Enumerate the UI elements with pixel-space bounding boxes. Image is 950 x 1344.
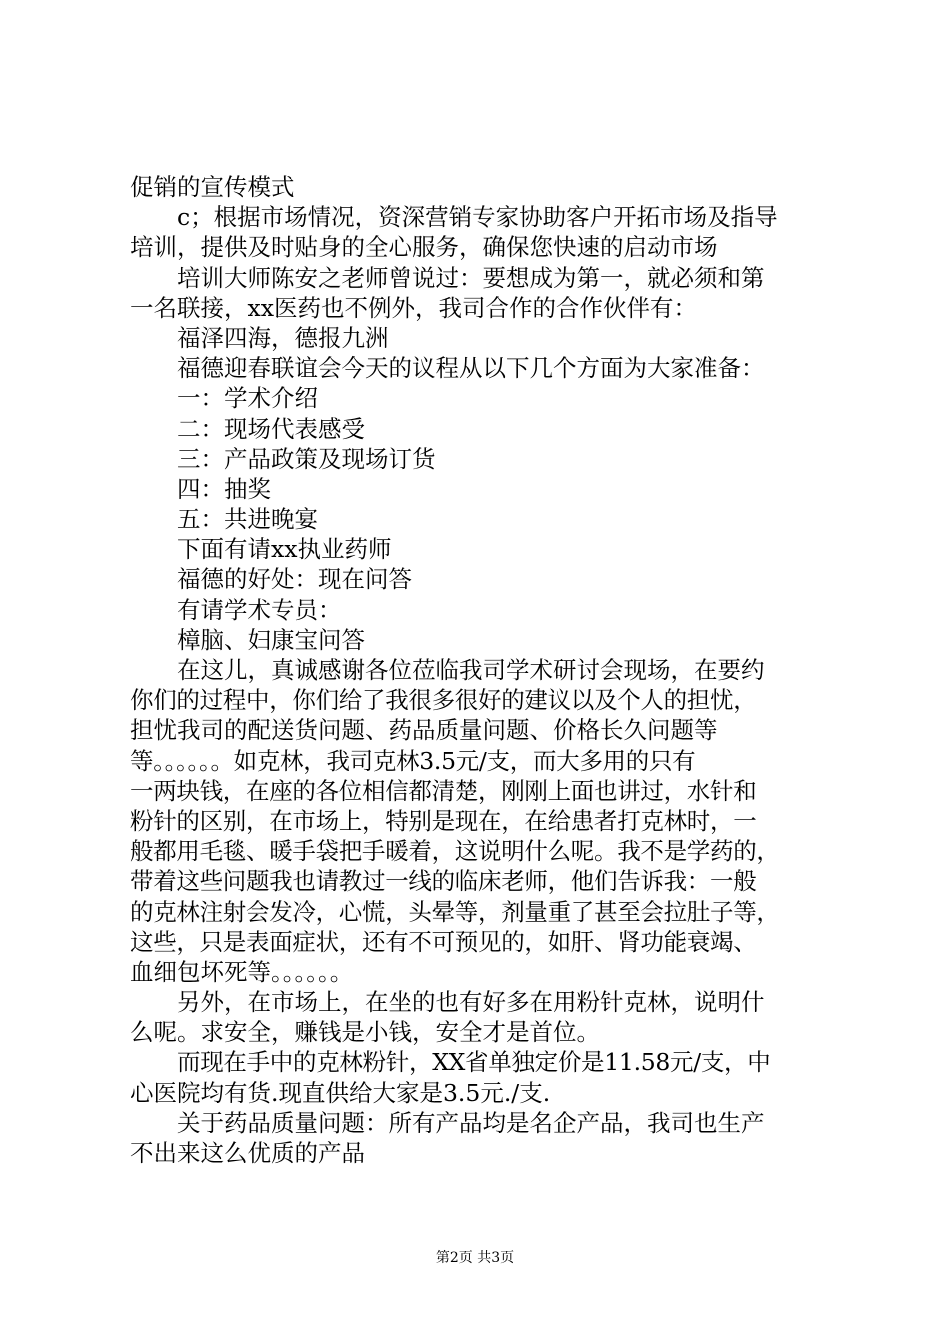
text-line: 么呢。求安全，赚钱是小钱，安全才是首位。 xyxy=(130,1018,600,1047)
text-line: 粉针的区别，在市场上，特别是现在，在给患者打克林时，一 xyxy=(130,806,757,835)
text-line: 另外，在市场上，在坐的也有好多在用粉针克林，说明什 xyxy=(177,988,765,1017)
text-line: 福德迎春联谊会今天的议程从以下几个方面为大家准备： xyxy=(177,354,765,383)
text-line: 带着这些问题我也请教过一线的临床老师，他们告诉我：一般 xyxy=(130,867,757,896)
text-line: 樟脑、妇康宝问答 xyxy=(177,625,365,654)
page-footer: 第2页 共3页 xyxy=(435,1250,515,1266)
text-line: 培训，提供及时贴身的全心服务，确保您快速的启动市场 xyxy=(130,233,718,262)
text-line: 有请学术专员： xyxy=(177,595,342,624)
text-line: 血细包坏死等。。。。。。 xyxy=(130,957,354,986)
text-line: c；根据市场情况，资深营销专家协助客户开拓市场及指导 xyxy=(177,203,778,232)
text-line: 一两块钱，在座的各位相信都清楚，刚刚上面也讲过，水针和 xyxy=(130,776,757,805)
text-line: 而现在手中的克林粉针，XX省单独定价是11.58元/支，中 xyxy=(177,1048,771,1077)
text-line: 一名联接，xx医药也不例外，我司合作的合作伙伴有： xyxy=(130,293,698,322)
text-line: 般都用毛毯、暖手袋把手暖着，这说明什么呢。我不是学药的， xyxy=(130,837,780,866)
text-line: 福泽四海，德报九洲 xyxy=(177,323,389,352)
text-line: 你们的过程中，你们给了我很多很好的建议以及个人的担忧， xyxy=(130,686,757,715)
text-line: 培训大师陈安之老师曾说过：要想成为第一，就必须和第 xyxy=(177,263,765,292)
text-line: 下面有请xx执业药师 xyxy=(177,535,392,564)
text-line: 心医院均有货.现直供给大家是3.5元./支. xyxy=(130,1078,551,1107)
text-line: 福德的好处：现在问答 xyxy=(177,565,412,594)
text-line: 三：产品政策及现场订货 xyxy=(177,444,436,473)
text-line: 五：共进晚宴 xyxy=(177,505,318,534)
text-line: 这些，只是表面症状，还有不可预见的，如肝、肾功能衰竭、 xyxy=(130,927,757,956)
text-line: 等。。。。。。如克林，我司克林3.5元/支，而大多用的只有 xyxy=(130,746,696,775)
text-line: 二：现场代表感受 xyxy=(177,414,365,443)
document-body xyxy=(130,172,830,1168)
text-line: 的克林注射会发冷，心慌，头晕等，剂量重了甚至会拉肚子等， xyxy=(130,897,780,926)
text-line: 在这儿，真诚感谢各位莅临我司学术研讨会现场，在要约 xyxy=(177,656,765,684)
text-line: 四：抽奖 xyxy=(177,474,271,503)
text-line: 一：学术介绍 xyxy=(177,384,318,413)
text-line: 担忧我司的配送货问题、药品质量问题、价格长久问题等 xyxy=(130,716,718,745)
text-line: 促销的宣传模式 xyxy=(130,173,295,201)
text-line: 不出来这么优质的产品 xyxy=(130,1139,365,1167)
text-line: 关于药品质量问题：所有产品均是名企产品，我司也生产 xyxy=(177,1108,765,1137)
